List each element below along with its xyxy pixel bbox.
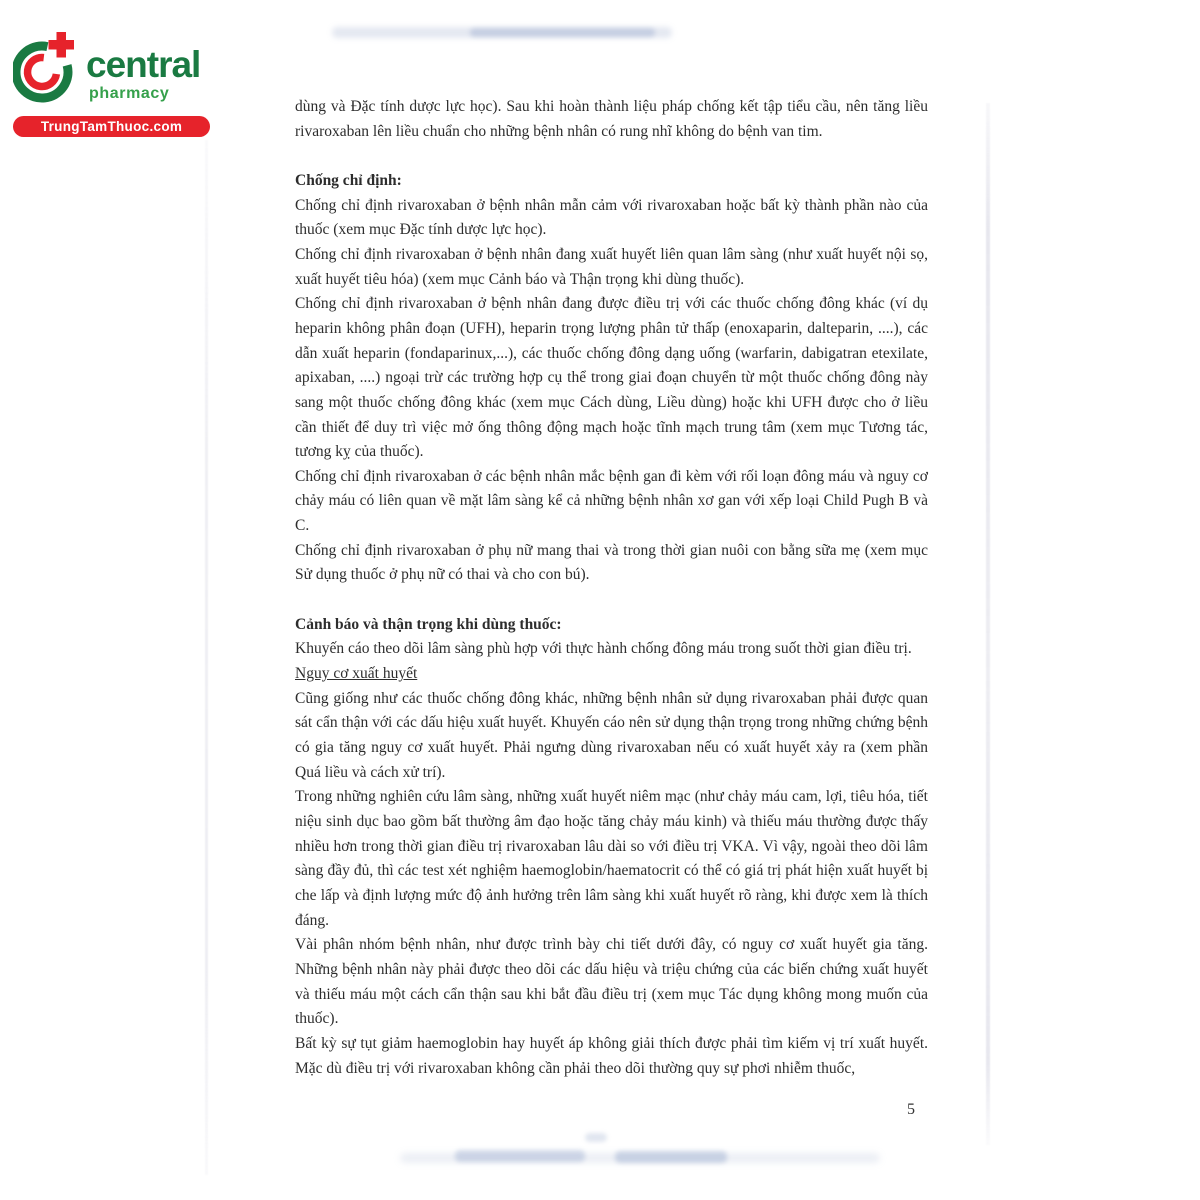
paragraph: Chống chỉ định rivaroxaban ở bệnh nhân đang xuất huyết liên quan lâm sàng (như xuất huyết nội sọ, xuất huyết tiêu hóa) (xem mục Cảnh báo và Thận trọng khi dùng thuốc). (295, 245, 928, 288)
paragraph: Trong những nghiên cứu lâm sàng, những xuất huyết niêm mạc (như chảy máu cam, lợi, tiêu hóa, tiết niệu sinh dục bao gồm bất thường âm đạo hoặc tăng chảy máu kinh) và thiếu máu thường được thấy nhiều hơn trong thời gian điều trị rivaroxaban lâu dài so với điều trị VKA. Vì vậy, ngoài theo dõi lâm sàng đầy đủ, thì các test xét nghiệm haemoglobin/haematocrit có thể có giá trị phát hiện xuất huyết bị che lấp và định lượng mức độ ảnh hưởng trên lâm sàng khi xuất huyết rõ ràng, khi được xem là thích đáng. (295, 788, 928, 929)
ghost-text-smudge (615, 1151, 727, 1163)
section-heading: Cảnh báo và thận trọng khi dùng thuốc: (295, 615, 562, 633)
section-heading: Chống chỉ định: (295, 171, 402, 189)
paragraph: Cũng giống như các thuốc chống đông khác, những bệnh nhân sử dụng rivaroxaban phải được quan sát cẩn thận với các dấu hiệu xuất huyết. Khuyến cáo nên sử dụng thận trọng trong những chứng bệnh có gia tăng nguy cơ xuất huyết. Phải ngưng dùng rivaroxaban nếu có xuất huyết xảy ra (xem phần Quá liều và cách xử trí). (295, 689, 928, 781)
ghost-text-smudge (455, 1150, 585, 1162)
logo-brand-text: central (86, 44, 201, 85)
plus-cross-icon (49, 32, 75, 58)
subsection-heading: Nguy cơ xuất huyết (295, 665, 418, 683)
paragraph: Vài phân nhóm bệnh nhân, như được trình bày chi tiết dưới đây, có nguy cơ xuất huyết gia tăng. Những bệnh nhân này phải được theo dõi các dấu hiệu và triệu chứng của các biến chứng xuất huyết và thiếu máu một cách cẩn thận sau khi bắt đầu điều trị (xem mục Tác dụng không mong muốn của thuốc). (295, 936, 928, 1028)
page-edge-line-left (205, 140, 208, 1175)
paragraph: dùng và Đặc tính dược lực học). Sau khi hoàn thành liệu pháp chống kết tập tiểu cầu, nên tăng liều rivaroxaban lên liều chuẩn cho những bệnh nhân có rung nhĩ không do bệnh van tim. (295, 98, 928, 140)
page-edge-line-right (986, 103, 990, 1145)
paragraph: Bất kỳ sự tụt giảm haemoglobin hay huyết áp không giải thích được phải tìm kiếm vị trí xuất huyết. Mặc dù điều trị với rivaroxaban không cần phải theo dõi thường quy sự phơi nhiễm thuốc, (295, 1034, 928, 1077)
logo-subtitle-text: pharmacy (89, 85, 170, 102)
document-blocks (295, 95, 928, 1081)
paragraph: Khuyến cáo theo dõi lâm sàng phù hợp với thực hành chống đông máu trong suốt thời gian điều trị. (295, 640, 912, 658)
paragraph: Chống chỉ định rivaroxaban ở phụ nữ mang thai và trong thời gian nuôi con bằng sữa mẹ (xem mục Sử dụng thuốc ở phụ nữ có thai và cho con bú). (295, 541, 928, 584)
page-number: 5 (907, 1101, 915, 1118)
ghost-text-smudge (470, 28, 655, 37)
logo-badge: TrungTamThuoc.com (13, 116, 210, 137)
ghost-text-smudge (585, 1133, 607, 1142)
central-pharmacy-logo-icon (13, 31, 75, 109)
paragraph: Chống chỉ định rivaroxaban ở các bệnh nhân mắc bệnh gan đi kèm với rối loạn đông máu và nguy cơ chảy máu có liên quan về mặt lâm sàng kể cả những bệnh nhân xơ gan với xếp loại Child Pugh B và C. (295, 467, 928, 535)
paragraph: Chống chỉ định rivaroxaban ở bệnh nhân đang được điều trị với các thuốc chống đông khác (ví dụ heparin không phân đoạn (UFH), heparin trọng lượng phân tử thấp (enoxaparin, dalteparin, ....), các dẫn xuất heparin (fondaparinux,...), các thuốc chống đông dạng uống (warfarin, dabigatran etexilate, apixaban, ....) ngoại trừ các trường hợp cụ thể trong giai đoạn chuyển từ một thuốc chống đông này sang một thuốc chống đông khác (xem mục Cách dùng, Liều dùng) hoặc khi UFH được cho ở liều cần thiết để duy trì việc mở ống thông động mạch hoặc tĩnh mạch trung tâm (xem mục Tương tác, tương kỵ của thuốc). (295, 295, 928, 461)
paragraph: Chống chỉ định rivaroxaban ở bệnh nhân mẫn cảm với rivaroxaban hoặc bất kỳ thành phần nào của thuốc (xem mục Đặc tính dược lực học). (295, 196, 928, 239)
central-pharmacy-logo (0, 0, 230, 150)
